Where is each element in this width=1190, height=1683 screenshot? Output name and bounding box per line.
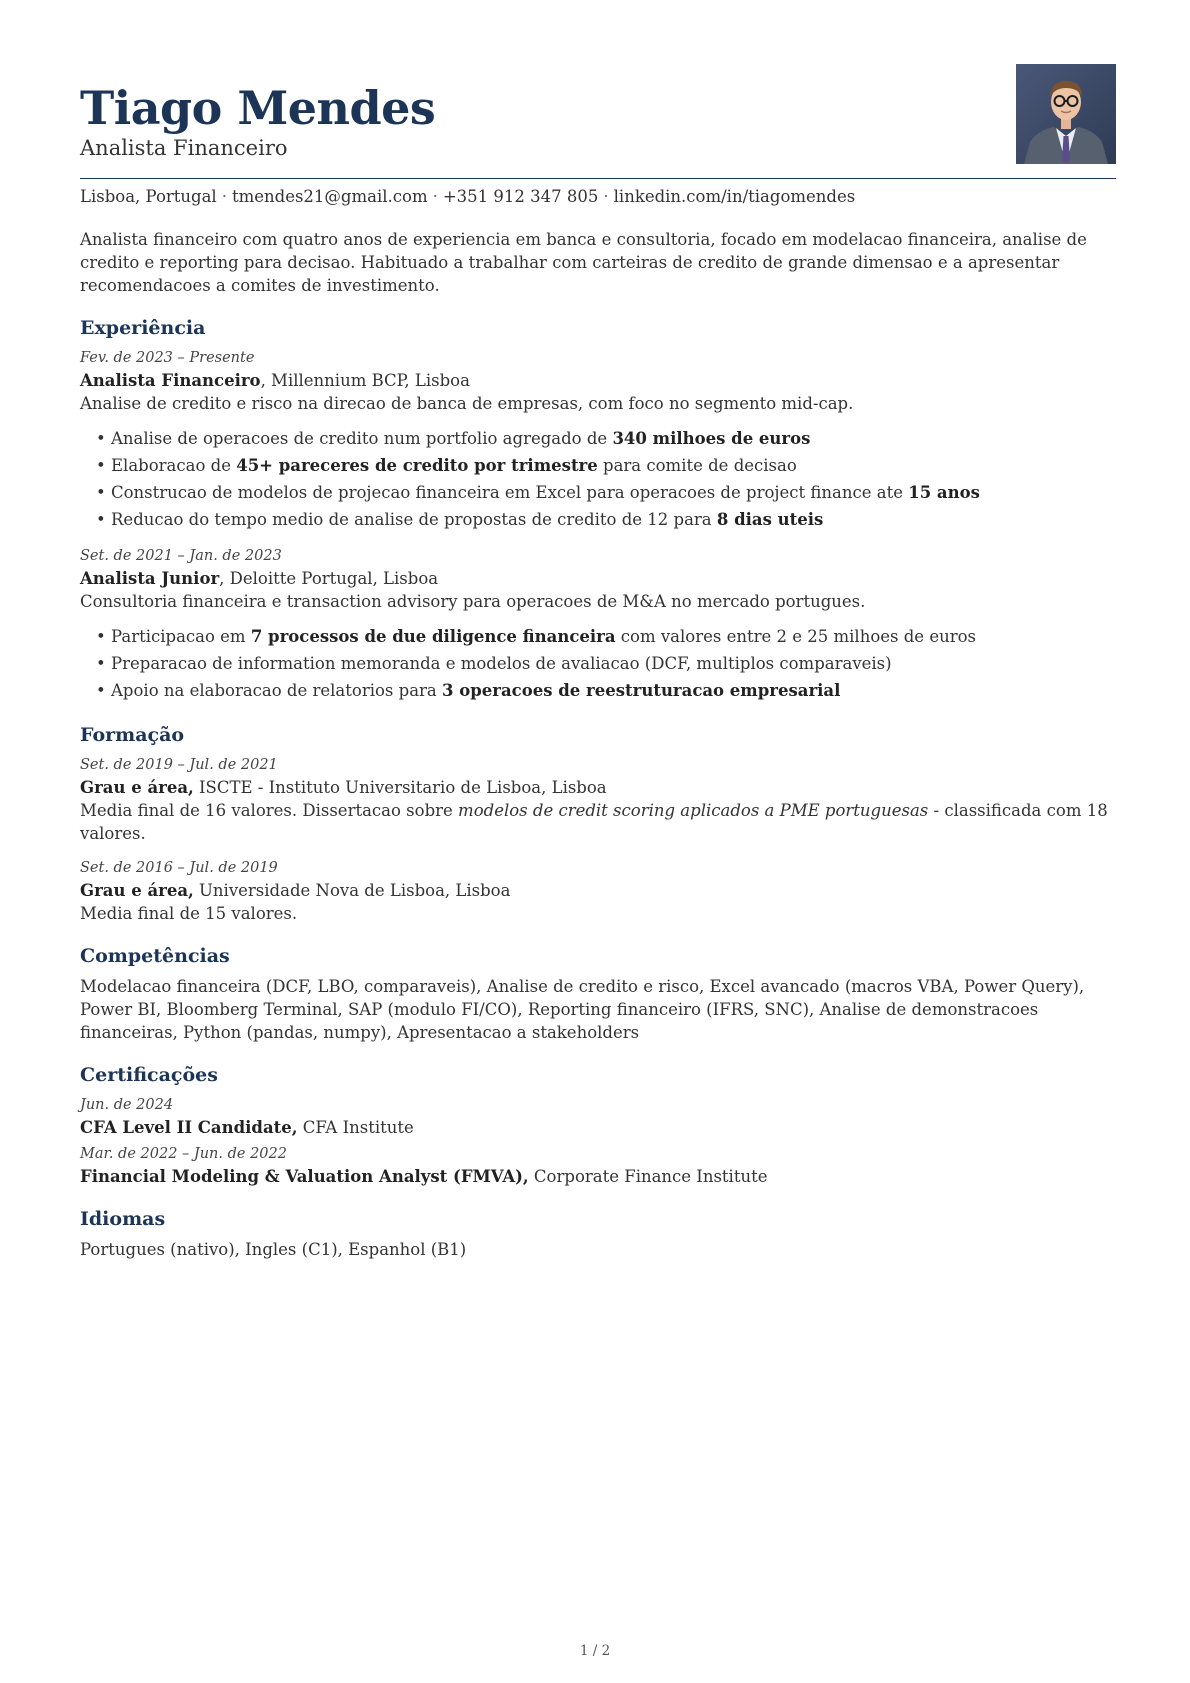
certification-name: Financial Modeling & Valuation Analyst (FMVA), xyxy=(80,1167,529,1186)
bullet-highlight: 7 processos de due diligence financeira xyxy=(250,627,616,646)
entry-dates: Fev. de 2023 – Presente xyxy=(80,350,255,366)
header-divider xyxy=(80,178,1116,179)
entry-dates: Jun. de 2024 xyxy=(80,1097,174,1113)
person-portrait-icon xyxy=(1016,64,1116,164)
entry-school: Universidade Nova de Lisboa, Lisboa xyxy=(193,881,511,900)
certification-name: CFA Level II Candidate, xyxy=(80,1118,298,1137)
description-text: Media final de 16 valores. Dissertacao sobre xyxy=(80,801,459,820)
achievement-item xyxy=(94,479,1116,506)
entry-role-line xyxy=(80,369,1116,392)
entry-degree-line xyxy=(80,776,1116,799)
skills-list: Modelacao financeira (DCF, LBO, comparaveis), Analise de credito e risco, Excel avancado (macros VBA, Power Query), Power BI, Bloomberg Terminal, SAP (modulo FI/CO), Reporting financeiro (IFRS, SNC), Analise de demonstracoes financeiras, Python (pandas, numpy), Apresentacao a stakeholders xyxy=(80,977,1085,1042)
profile-summary: Analista financeiro com quatro anos de experiencia em banca e consultoria, focado em modelacao financeira, analise de credito e reporting para decisao. Habituado a trabalhar com carteiras de credito de grande dimensao e a apresentar recomendacoes a comites de investimento. xyxy=(80,230,1087,295)
contact-location: Lisboa, Portugal xyxy=(80,187,217,206)
contact-separator: · xyxy=(603,187,609,206)
entry-organization: , Millennium BCP, Lisboa xyxy=(260,371,470,390)
languages-list: Portugues (nativo), Ingles (C1), Espanhol (B1) xyxy=(80,1240,467,1259)
section-title-experience: Experiência xyxy=(80,317,206,339)
bullet-highlight: 3 operacoes de reestruturacao empresarial xyxy=(442,681,841,700)
education-entry xyxy=(80,754,1116,845)
contact-line xyxy=(80,185,855,209)
bullet-text: Participacao em xyxy=(111,627,251,646)
bullet-highlight: 340 milhoes de euros xyxy=(612,429,811,448)
entry-degree: Grau e área, xyxy=(80,881,194,900)
entry-dates: Set. de 2021 – Jan. de 2023 xyxy=(80,548,282,564)
entry-organization: , Deloitte Portugal, Lisboa xyxy=(219,569,439,588)
bullet-text: Preparacao de information memoranda e modelos de avaliacao (DCF, multiplos comparaveis) xyxy=(111,654,892,673)
bullet-highlight: 45+ pareceres de credito por trimestre xyxy=(236,456,598,475)
achievement-item xyxy=(94,506,1116,533)
achievement-item xyxy=(94,650,1116,677)
entry-description xyxy=(80,902,1116,925)
entry-dates: Set. de 2016 – Jul. de 2019 xyxy=(80,860,278,876)
bullet-text: Elaboracao de xyxy=(111,456,237,475)
bullet-highlight: 8 dias uteis xyxy=(716,510,824,529)
entry-description: Consultoria financeira e transaction advisory para operacoes de M&A no mercado portugues. xyxy=(80,592,866,611)
experience-entry xyxy=(80,347,1116,533)
contact-phone[interactable]: +351 912 347 805 xyxy=(442,187,599,206)
entry-dates: Set. de 2019 – Jul. de 2021 xyxy=(80,757,278,773)
entry-role: Analista Financeiro xyxy=(80,371,261,390)
entry-degree: Grau e área, xyxy=(80,778,194,797)
bullet-text: para comite de decisao xyxy=(597,456,797,475)
experience-entry xyxy=(80,545,1116,704)
contact-separator: · xyxy=(432,187,438,206)
bullet-highlight: 15 anos xyxy=(908,483,980,502)
entry-dates: Mar. de 2022 – Jun. de 2022 xyxy=(80,1146,287,1162)
section-title-certifications: Certificações xyxy=(80,1064,218,1086)
entry-school: ISCTE - Instituto Universitario de Lisboa, Lisboa xyxy=(193,778,607,797)
contact-separator: · xyxy=(221,187,227,206)
section-title-languages: Idiomas xyxy=(80,1208,166,1230)
bullet-text: Reducao do tempo medio de analise de propostas de credito de 12 para xyxy=(111,510,717,529)
candidate-title: Analista Financeiro xyxy=(80,136,288,160)
description-text: Media final de 15 valores. xyxy=(80,904,298,923)
dissertation-title: modelos de credit scoring aplicados a PME portuguesas xyxy=(458,801,929,820)
entry-description xyxy=(80,799,1116,845)
candidate-name: Tiago Mendes xyxy=(80,81,436,135)
contact-linkedin[interactable]: linkedin.com/in/tiagomendes xyxy=(613,187,856,206)
bullet-text: com valores entre 2 e 25 milhoes de euros xyxy=(615,627,976,646)
achievement-item xyxy=(94,452,1116,479)
resume-content xyxy=(80,228,1116,1261)
certification-line xyxy=(80,1116,1116,1139)
certification-issuer: Corporate Finance Institute xyxy=(528,1167,768,1186)
bullet-text: Analise de operacoes de credito num portfolio agregado de xyxy=(111,429,613,448)
achievement-list xyxy=(94,623,1116,704)
achievement-item xyxy=(94,623,1116,650)
bullet-text: Apoio na elaboracao de relatorios para xyxy=(111,681,443,700)
achievement-item xyxy=(94,425,1116,452)
profile-photo xyxy=(1016,64,1116,164)
certification-entry xyxy=(80,1143,1116,1188)
section-title-skills: Competências xyxy=(80,945,230,967)
entry-description: Analise de credito e risco na direcao de banca de empresas, com foco no segmento mid-cap. xyxy=(80,394,854,413)
certification-line xyxy=(80,1165,1116,1188)
entry-degree-line xyxy=(80,879,1116,902)
contact-email[interactable]: tmendes21@gmail.com xyxy=(231,187,428,206)
achievement-item xyxy=(94,677,1116,704)
entry-role-line xyxy=(80,567,1116,590)
page-number: 1 / 2 xyxy=(579,1643,611,1659)
certification-entry xyxy=(80,1094,1116,1139)
description-text: - classificada com 18 valores. xyxy=(80,801,1108,843)
entry-role: Analista Junior xyxy=(80,569,220,588)
bullet-text: Construcao de modelos de projecao financeira em Excel para operacoes de project finance ate xyxy=(111,483,909,502)
certification-issuer: CFA Institute xyxy=(297,1118,414,1137)
achievement-list xyxy=(94,425,1116,533)
education-entry xyxy=(80,857,1116,925)
section-title-education: Formação xyxy=(80,724,185,746)
